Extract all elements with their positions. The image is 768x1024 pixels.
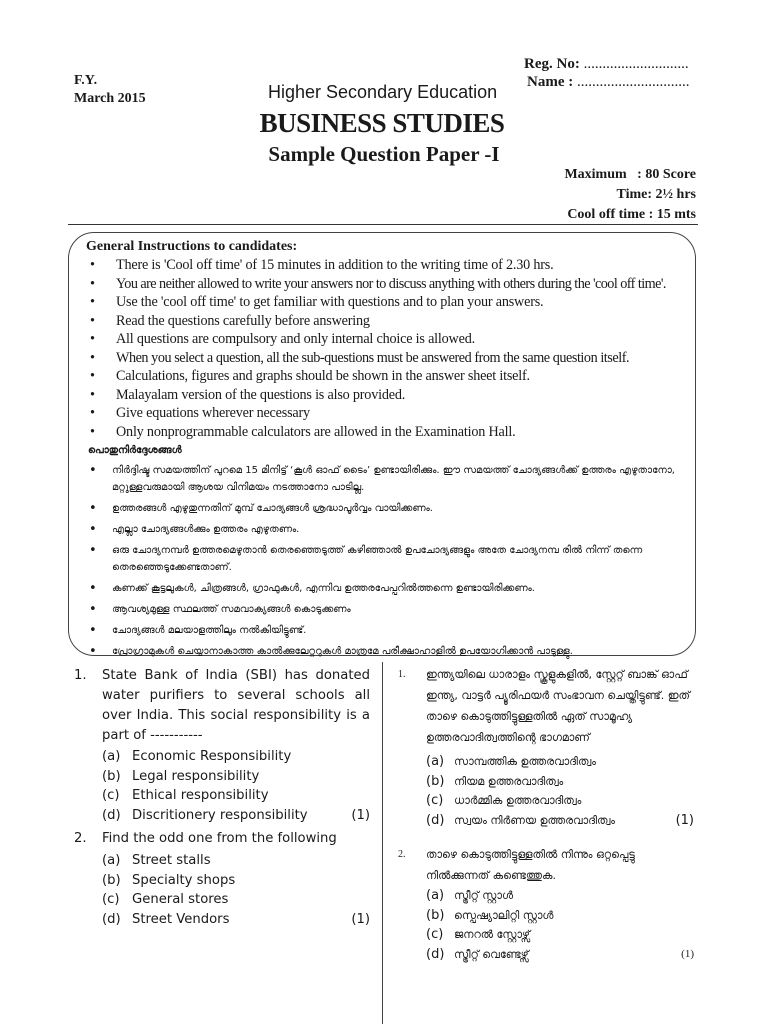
- ml-instruction-item: • ഉത്തരങ്ങൾ എഴുതുന്നതിന് മുമ്പ് ചോദ്യങ്ങൾ ശ്രദ്ധാപൂർവ്വം വായിക്കണം.: [86, 500, 686, 517]
- option-label: (c): [102, 788, 120, 803]
- option-label: (b): [102, 872, 121, 888]
- max-score: Maximum : 80 Score: [564, 167, 696, 182]
- instruction-item: • Use the 'cool off time' to get familiar with questions and to plan your answers.: [86, 293, 696, 312]
- option-label: (c): [426, 793, 444, 808]
- ml-instruction-item: • ചോദ്യങ്ങൾ മലയാളത്തിലും നൽകിയിട്ടുണ്ട്.: [86, 622, 686, 639]
- question-options: [74, 851, 370, 929]
- question-ml-1: [398, 664, 694, 830]
- question-number: 2.: [74, 831, 87, 846]
- option-text: General stores: [132, 892, 229, 907]
- option-d: [102, 910, 370, 930]
- option-text: Street Vendors: [132, 911, 230, 927]
- board-name: Higher Secondary Education: [268, 82, 498, 102]
- option-mark: (1): [675, 812, 694, 828]
- reg-no-dots: ............................: [579, 56, 689, 72]
- question-options: [426, 752, 694, 830]
- question-en-1: [74, 666, 370, 825]
- option-a: [426, 886, 694, 906]
- option-label: (d): [426, 946, 445, 962]
- question-en-2: [74, 829, 370, 929]
- option-b: [102, 871, 370, 891]
- ml-instruction-item: • എല്ലാ ചോദ്യങ്ങൾക്കും ഉത്തരം എഴുതണം.: [86, 521, 686, 538]
- instructions-heading: General Instructions to candidates:: [86, 239, 298, 254]
- option-label: (c): [102, 892, 120, 907]
- exam-date: March 2015: [74, 91, 146, 106]
- question-options: [74, 747, 370, 825]
- question-text: താഴെ കൊടുത്തിട്ടുള്ളതിൽ നിന്നും ഒറ്റപ്പെട്ടു നിൽക്കുന്നത് കണ്ടെത്തുക.: [426, 848, 635, 882]
- instruction-item: • You are neither allowed to write your answers nor to discuss anything with others during the 'cool off time'.: [86, 275, 696, 294]
- question-number: 1.: [74, 668, 87, 683]
- option-label: (a): [102, 749, 121, 764]
- option-mark: (1): [351, 911, 370, 927]
- option-text: Legal responsibility: [132, 768, 260, 784]
- header-divider: [68, 224, 698, 225]
- ml-instruction-item: • പ്രോഗ്രാമുകൾ ചെയ്യാനാകാത്ത കാൽക്കുലേറ്ററുകൾ മാത്രമേ പരീക്ഷാഹാളിൽ ഉപയോഗിക്കാൻ പാടുള്ളു.: [86, 643, 686, 660]
- question-text: Find the odd one from the following: [102, 831, 337, 846]
- instruction-item: • All questions are compulsory and only internal choice is allowed.: [86, 330, 696, 349]
- option-label: (d): [102, 807, 121, 823]
- option-d: [426, 945, 694, 965]
- option-text: Ethical responsibility: [132, 788, 269, 803]
- option-text: Discritionery responsibility: [132, 807, 308, 823]
- question-text: ഇന്ത്യയിലെ ധാരാളം സ്കൂളുകളിൽ, സ്റ്റേറ്റ് ബാങ്ക് ഓഫ് ഇന്ത്യ, വാട്ടർ പ്യൂരിഫയർ സംഭാവന ചെയ്തിട്ടുണ്ട്. ഇത് താഴെ കൊടുത്തിട്ടുള്ളതിൽ ഏത് സാമൂഹ്യ ഉത്തരവാദിത്വത്തിന്റെ ഭാഗമാണ്: [426, 668, 690, 744]
- option-text: ജനറൽ സ്റ്റോഴ്സ്: [454, 928, 531, 941]
- option-a: [426, 752, 694, 772]
- option-label: (c): [426, 927, 444, 942]
- option-label: (a): [102, 853, 121, 868]
- instruction-item: • Give equations wherever necessary: [86, 404, 696, 423]
- option-c: [426, 925, 694, 945]
- instruction-item: • When you select a question, all the sub-questions must be answered from the same question itself.: [86, 349, 696, 368]
- option-label: (b): [426, 773, 445, 789]
- question-text: State Bank of India (SBI) has donated water purifiers to several schools all over India. This social responsibility is a part of -----------: [102, 668, 370, 743]
- ml-instructions-list: [86, 462, 686, 664]
- subject-title: [0, 108, 768, 139]
- paper-title: Sample Question Paper -I: [268, 142, 500, 166]
- option-c: [102, 890, 370, 910]
- reg-no-line: [524, 55, 689, 73]
- ml-instruction-item: • കണക്ക് കൂട്ടലുകൾ, ചിത്രങ്ങൾ, ഗ്രാഫുകൾ, എന്നിവ ഉത്തരപേപ്പറിൽത്തന്നെ ഉണ്ടായിരിക്കണം.: [86, 580, 686, 597]
- option-c: [426, 791, 694, 811]
- option-text: ധാർമ്മിക ഉത്തരവാദിത്വം: [454, 794, 582, 807]
- option-text: സ്ട്രീറ്റ് വെണ്ടേഴ്സ്: [454, 947, 529, 961]
- fy-date-block: [74, 72, 146, 108]
- option-d: [102, 806, 370, 826]
- question-options: [426, 886, 694, 964]
- option-text: Street stalls: [132, 853, 211, 868]
- option-b: [102, 767, 370, 787]
- instruction-item: • Calculations, figures and graphs should be shown in the answer sheet itself.: [86, 367, 696, 386]
- question-number: 1.: [398, 669, 406, 680]
- ml-instruction-item: • ആവശ്യമുള്ള സ്ഥലത്ത് സമവാക്യങ്ങൾ കൊടുക്കണം: [86, 601, 686, 618]
- cool-off-time: Cool off time : 15 mts: [567, 207, 696, 222]
- option-text: നിയമ ഉത്തരവാദിത്വം: [454, 774, 564, 788]
- option-d: [426, 811, 694, 831]
- ml-instruction-item: • ഒരു ചോദ്യനമ്പർ ഉത്തരമെഴുതാൻ തെരഞ്ഞെടുത്ത് കഴിഞ്ഞാൽ ഉപചോദ്യങ്ങളും അതേ ചോദ്യനമ്പ രിൽ നിന്ന് തന്നെ തെരഞ്ഞെടുക്കേണ്ടതാണ്.: [86, 542, 686, 576]
- option-label: (a): [426, 754, 445, 769]
- ml-instruction-item: • നിർദ്ദിഷ്ട സമയത്തിന് പുറമെ 15 മിനിട്ട് ‘കൂൾ ഓഫ് ടൈം’ ഉണ്ടായിരിക്കും. ഈ സമയത്ത് ചോദ്യങ്ങൾക്ക് ഉത്തരം എഴുതാനോ, മറ്റുള്ളവരുമായി ആശയ വിനിമയം നടത്താനോ പാടില്ല.: [86, 462, 686, 496]
- option-a: [102, 851, 370, 871]
- option-b: [426, 906, 694, 926]
- subject-title-text: BUSINESS STUDIES: [259, 108, 505, 138]
- instruction-item: • Read the questions carefully before answering: [86, 312, 696, 331]
- option-label: (a): [426, 888, 445, 903]
- name-dots: ..............................: [573, 74, 690, 90]
- ml-instructions-heading: പൊതുനിർദ്ദേശങ്ങൾ: [88, 445, 182, 456]
- option-a: [102, 747, 370, 767]
- fy-label: F.Y.: [74, 73, 98, 88]
- option-text: സ്പെഷ്യാലിറ്റി സ്റ്റാൾ: [454, 908, 554, 922]
- registration-block: [524, 55, 689, 91]
- instruction-item: • Malayalam version of the questions is also provided.: [86, 386, 696, 405]
- option-label: (b): [102, 768, 121, 784]
- option-mark: (1): [351, 807, 370, 823]
- exam-meta: [564, 165, 696, 225]
- option-mark: (1): [681, 947, 694, 960]
- name-label: Name :: [527, 74, 574, 90]
- column-divider: [382, 662, 383, 1024]
- option-text: സ്ട്രീറ്റ് സ്റ്റാൾ: [454, 889, 514, 902]
- instruction-item: • There is 'Cool off time' of 15 minutes in addition to the writing time of 2.30 hrs.: [86, 256, 696, 275]
- option-label: (b): [426, 907, 445, 923]
- option-text: സ്വയം നിർണയ ഉത്തരവാദിത്വം: [454, 813, 616, 827]
- instruction-item: • Only nonprogrammable calculators are allowed in the Examination Hall.: [86, 423, 696, 442]
- option-text: Economic Responsibility: [132, 749, 292, 764]
- option-label: (d): [102, 911, 121, 927]
- question-ml-2: [398, 844, 694, 964]
- instructions-list: [86, 256, 696, 441]
- option-label: (d): [426, 812, 445, 828]
- option-text: സാമ്പത്തിക ഉത്തരവാദിത്വം: [454, 755, 596, 768]
- name-line: [527, 73, 689, 91]
- option-b: [426, 772, 694, 792]
- reg-no-label: Reg. No:: [524, 56, 580, 72]
- question-number: 2.: [398, 849, 406, 860]
- option-c: [102, 786, 370, 806]
- option-text: Specialty shops: [132, 872, 236, 888]
- exam-time: Time: 2½ hrs: [616, 187, 696, 202]
